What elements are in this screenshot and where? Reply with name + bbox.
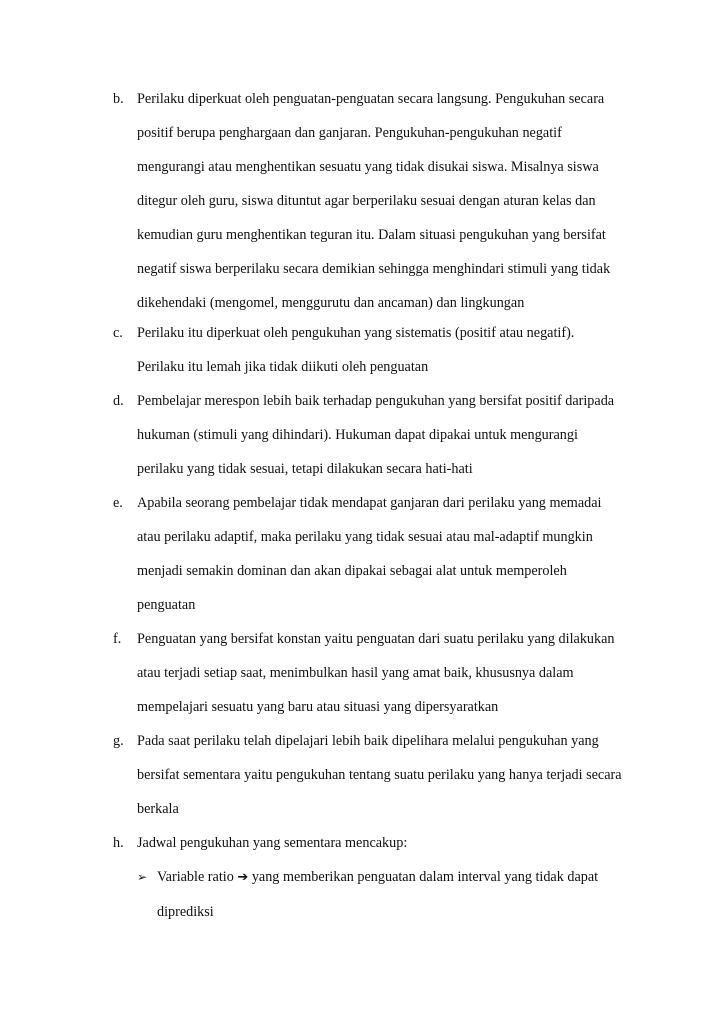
term-label: Variable ratio xyxy=(157,869,234,885)
text-line: Apabila seorang pembelajar tidak mendapat ganjaran dari perilaku yang memadai xyxy=(137,495,602,511)
text-line: ditegur oleh guru, siswa dituntut agar berperilaku sesuai dengan aturan kelas dan xyxy=(137,193,596,209)
text-line: negatif siswa berperilaku secara demikian sehingga menghindari stimuli yang tidak xyxy=(137,261,611,277)
text-line: positif berupa penghargaan dan ganjaran. Pengukuhan-pengukuhan negatif xyxy=(137,125,562,141)
list-item-text xyxy=(137,316,643,384)
list-item-g xyxy=(113,724,643,826)
list-item-b xyxy=(113,82,643,320)
text-line: penguatan xyxy=(137,597,196,613)
list-item-d xyxy=(113,384,643,486)
text-line: Pembelajar merespon lebih baik terhadap pengukuhan yang bersifat positif daripada xyxy=(137,393,615,409)
list-letter: c. xyxy=(113,325,123,341)
text-line: hukuman (stimuli yang dihindari). Hukuman dapat dipakai untuk mengurangi xyxy=(137,427,578,443)
text-line: mempelajari sesuatu yang baru atau situasi yang dipersyaratkan xyxy=(137,699,499,715)
text-line: diprediksi xyxy=(157,904,214,920)
arrow-bullet-icon: ➢ xyxy=(137,870,148,884)
text-line: atau terjadi setiap saat, menimbulkan hasil yang amat baik, khususnya dalam xyxy=(137,665,574,681)
sub-bullet-item xyxy=(137,860,647,929)
list-letter: e. xyxy=(113,495,123,511)
list-letter: d. xyxy=(113,393,124,409)
text-line xyxy=(157,860,647,895)
list-letter: g. xyxy=(113,733,124,749)
list-item-text xyxy=(137,826,643,860)
sub-item-text xyxy=(157,860,647,929)
list-item-text xyxy=(137,82,643,320)
text-line: berkala xyxy=(137,801,179,817)
list-letter: b. xyxy=(113,91,124,107)
text-line: Jadwal pengukuhan yang sementara mencakup: xyxy=(137,835,408,851)
term-description: yang memberikan penguatan dalam interval yang tidak dapat xyxy=(251,869,599,885)
text-line: bersifat sementara yaitu pengukuhan tentang suatu perilaku yang hanya terjadi secara xyxy=(137,767,622,783)
text-line: kemudian guru menghentikan teguran itu. Dalam situasi pengukuhan yang bersifat xyxy=(137,227,606,243)
list-item-text xyxy=(137,486,643,622)
list-item-text xyxy=(137,622,643,724)
text-line: atau perilaku adaptif, maka perilaku yang tidak sesuai atau mal-adaptif mungkin xyxy=(137,529,593,545)
list-item-h xyxy=(113,826,643,860)
right-arrow-icon: ➔ xyxy=(237,870,249,885)
list-item-text xyxy=(137,724,643,826)
text-line: perilaku yang tidak sesuai, tetapi dilakukan secara hati-hati xyxy=(137,461,473,477)
text-line: menjadi semakin dominan dan akan dipakai sebagai alat untuk memperoleh xyxy=(137,563,567,579)
list-item-text xyxy=(137,384,643,486)
text-line: Pada saat perilaku telah dipelajari lebih baik dipelihara melalui pengukuhan yang xyxy=(137,733,599,749)
list-item-f xyxy=(113,622,643,724)
list-letter: f. xyxy=(113,631,122,647)
text-line: Penguatan yang bersifat konstan yaitu penguatan dari suatu perilaku yang dilakukan xyxy=(137,631,615,647)
text-line: Perilaku diperkuat oleh penguatan-penguatan secara langsung. Pengukuhan secara xyxy=(137,91,605,107)
list-letter: h. xyxy=(113,835,124,851)
list-item-e xyxy=(113,486,643,622)
text-line: mengurangi atau menghentikan sesuatu yang tidak disukai siswa. Misalnya siswa xyxy=(137,159,599,175)
text-line: dikehendaki (mengomel, menggurutu dan ancaman) dan lingkungan xyxy=(137,295,525,311)
list-item-c xyxy=(113,316,643,384)
text-line: Perilaku itu diperkuat oleh pengukuhan yang sistematis (positif atau negatif). xyxy=(137,325,575,341)
text-line: Perilaku itu lemah jika tidak diikuti oleh penguatan xyxy=(137,359,429,375)
